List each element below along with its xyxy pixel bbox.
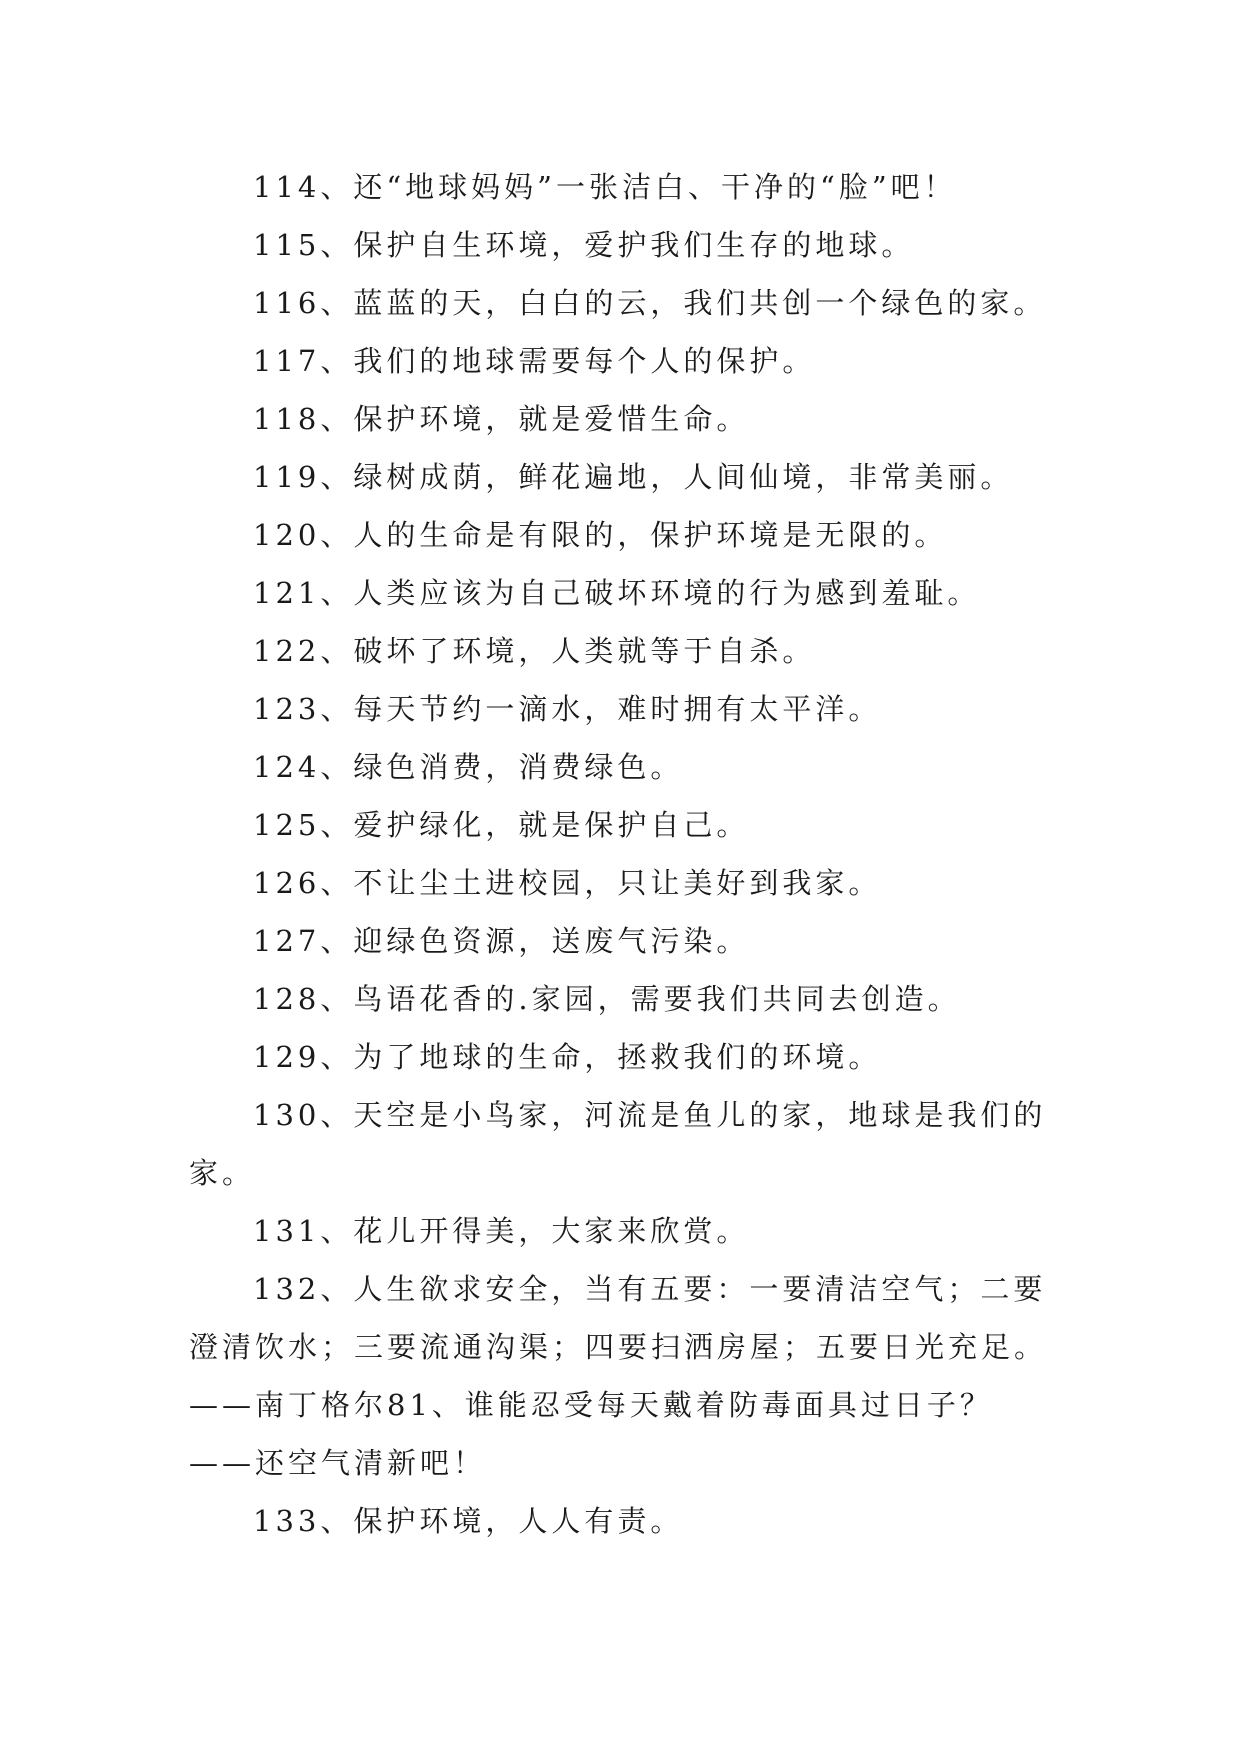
paragraph: 117、我们的地球需要每个人的保护。 xyxy=(253,344,816,378)
paragraph: 132、人生欲求安全，当有五要：一要清洁空气；二要澄清饮水；三要流通沟渠；四要扫洒房屋；五要日光充足。——南丁格尔81、谁能忍受每天戴着防毒面具过日子？——还空气清新吧！ xyxy=(189,1272,1048,1480)
paragraph: 126、不让尘土进校园，只让美好到我家。 xyxy=(253,866,882,900)
paragraph: 128、鸟语花香的.家园，需要我们共同去创造。 xyxy=(253,982,961,1016)
paragraph: 120、人的生命是有限的，保护环境是无限的。 xyxy=(253,518,948,552)
paragraph: 130、天空是小鸟家，河流是鱼儿的家，地球是我们的家。 xyxy=(189,1098,1047,1190)
paragraph: 127、迎绿色资源，送废气污染。 xyxy=(253,924,750,958)
paragraph: 131、花儿开得美，大家来欣赏。 xyxy=(253,1214,750,1248)
paragraph: 133、保护环境，人人有责。 xyxy=(253,1504,684,1538)
paragraph: 119、绿树成荫，鲜花遍地，人间仙境，非常美丽。 xyxy=(253,460,1014,494)
paragraph: 116、蓝蓝的天，白白的云，我们共创一个绿色的家。 xyxy=(253,286,1047,320)
paragraph: 123、每天节约一滴水，难时拥有太平洋。 xyxy=(253,692,882,726)
paragraph: 114、还“地球妈妈”一张洁白、干净的“脸”吧！ xyxy=(253,170,957,204)
paragraph: 115、保护自生环境，爱护我们生存的地球。 xyxy=(253,228,915,262)
paragraph: 118、保护环境，就是爱惜生命。 xyxy=(253,402,750,436)
paragraph: 125、爱护绿化，就是保护自己。 xyxy=(253,808,750,842)
paragraph: 122、破坏了环境，人类就等于自杀。 xyxy=(253,634,816,668)
paragraph: 129、为了地球的生命，拯救我们的环境。 xyxy=(253,1040,882,1074)
paragraph: 124、绿色消费，消费绿色。 xyxy=(253,750,684,784)
document-body xyxy=(189,158,1055,1550)
paragraph: 121、人类应该为自己破坏环境的行为感到羞耻。 xyxy=(253,576,981,610)
